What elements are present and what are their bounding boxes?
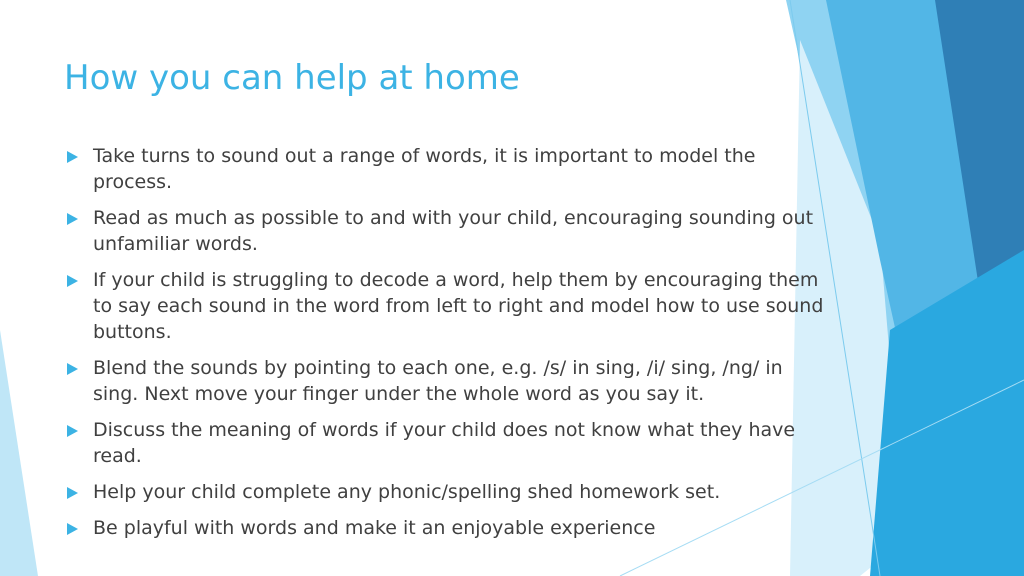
bullet-item (64, 143, 824, 195)
bullet-item (64, 267, 824, 345)
slide-title: How you can help at home (64, 58, 520, 98)
triangle-right-icon (67, 151, 78, 163)
bullet-text: Take turns to sound out a range of words, it is important to model the process. (93, 145, 756, 193)
bullet-item (64, 515, 824, 541)
triangle-right-icon (67, 275, 78, 287)
bullet-text: If your child is struggling to decode a word, help them by encouraging them to say each sound in the word from left to right and model how to use sound buttons. (93, 269, 824, 343)
bullet-item (64, 205, 824, 257)
bullet-list (64, 143, 824, 551)
bullet-text: Help your child complete any phonic/spelling shed homework set. (93, 481, 721, 503)
triangle-right-icon (67, 523, 78, 535)
triangle-right-icon (67, 213, 78, 225)
triangle-right-icon (67, 363, 78, 375)
left-edge-shape (0, 330, 38, 576)
bullet-text: Discuss the meaning of words if your child does not know what they have read. (93, 419, 796, 467)
bullet-item (64, 355, 824, 407)
triangle-right-icon (67, 487, 78, 499)
bullet-item (64, 417, 824, 469)
bullet-item (64, 479, 824, 505)
triangle-right-icon (67, 425, 78, 437)
bullet-text: Blend the sounds by pointing to each one, e.g. /s/ in sing, /i/ sing, /ng/ in sing. Next move your finger under the whole word as you say it. (93, 357, 783, 405)
bullet-text: Read as much as possible to and with your child, encouraging sounding out unfamiliar words. (93, 207, 814, 255)
bullet-text: Be playful with words and make it an enjoyable experience (93, 517, 656, 539)
